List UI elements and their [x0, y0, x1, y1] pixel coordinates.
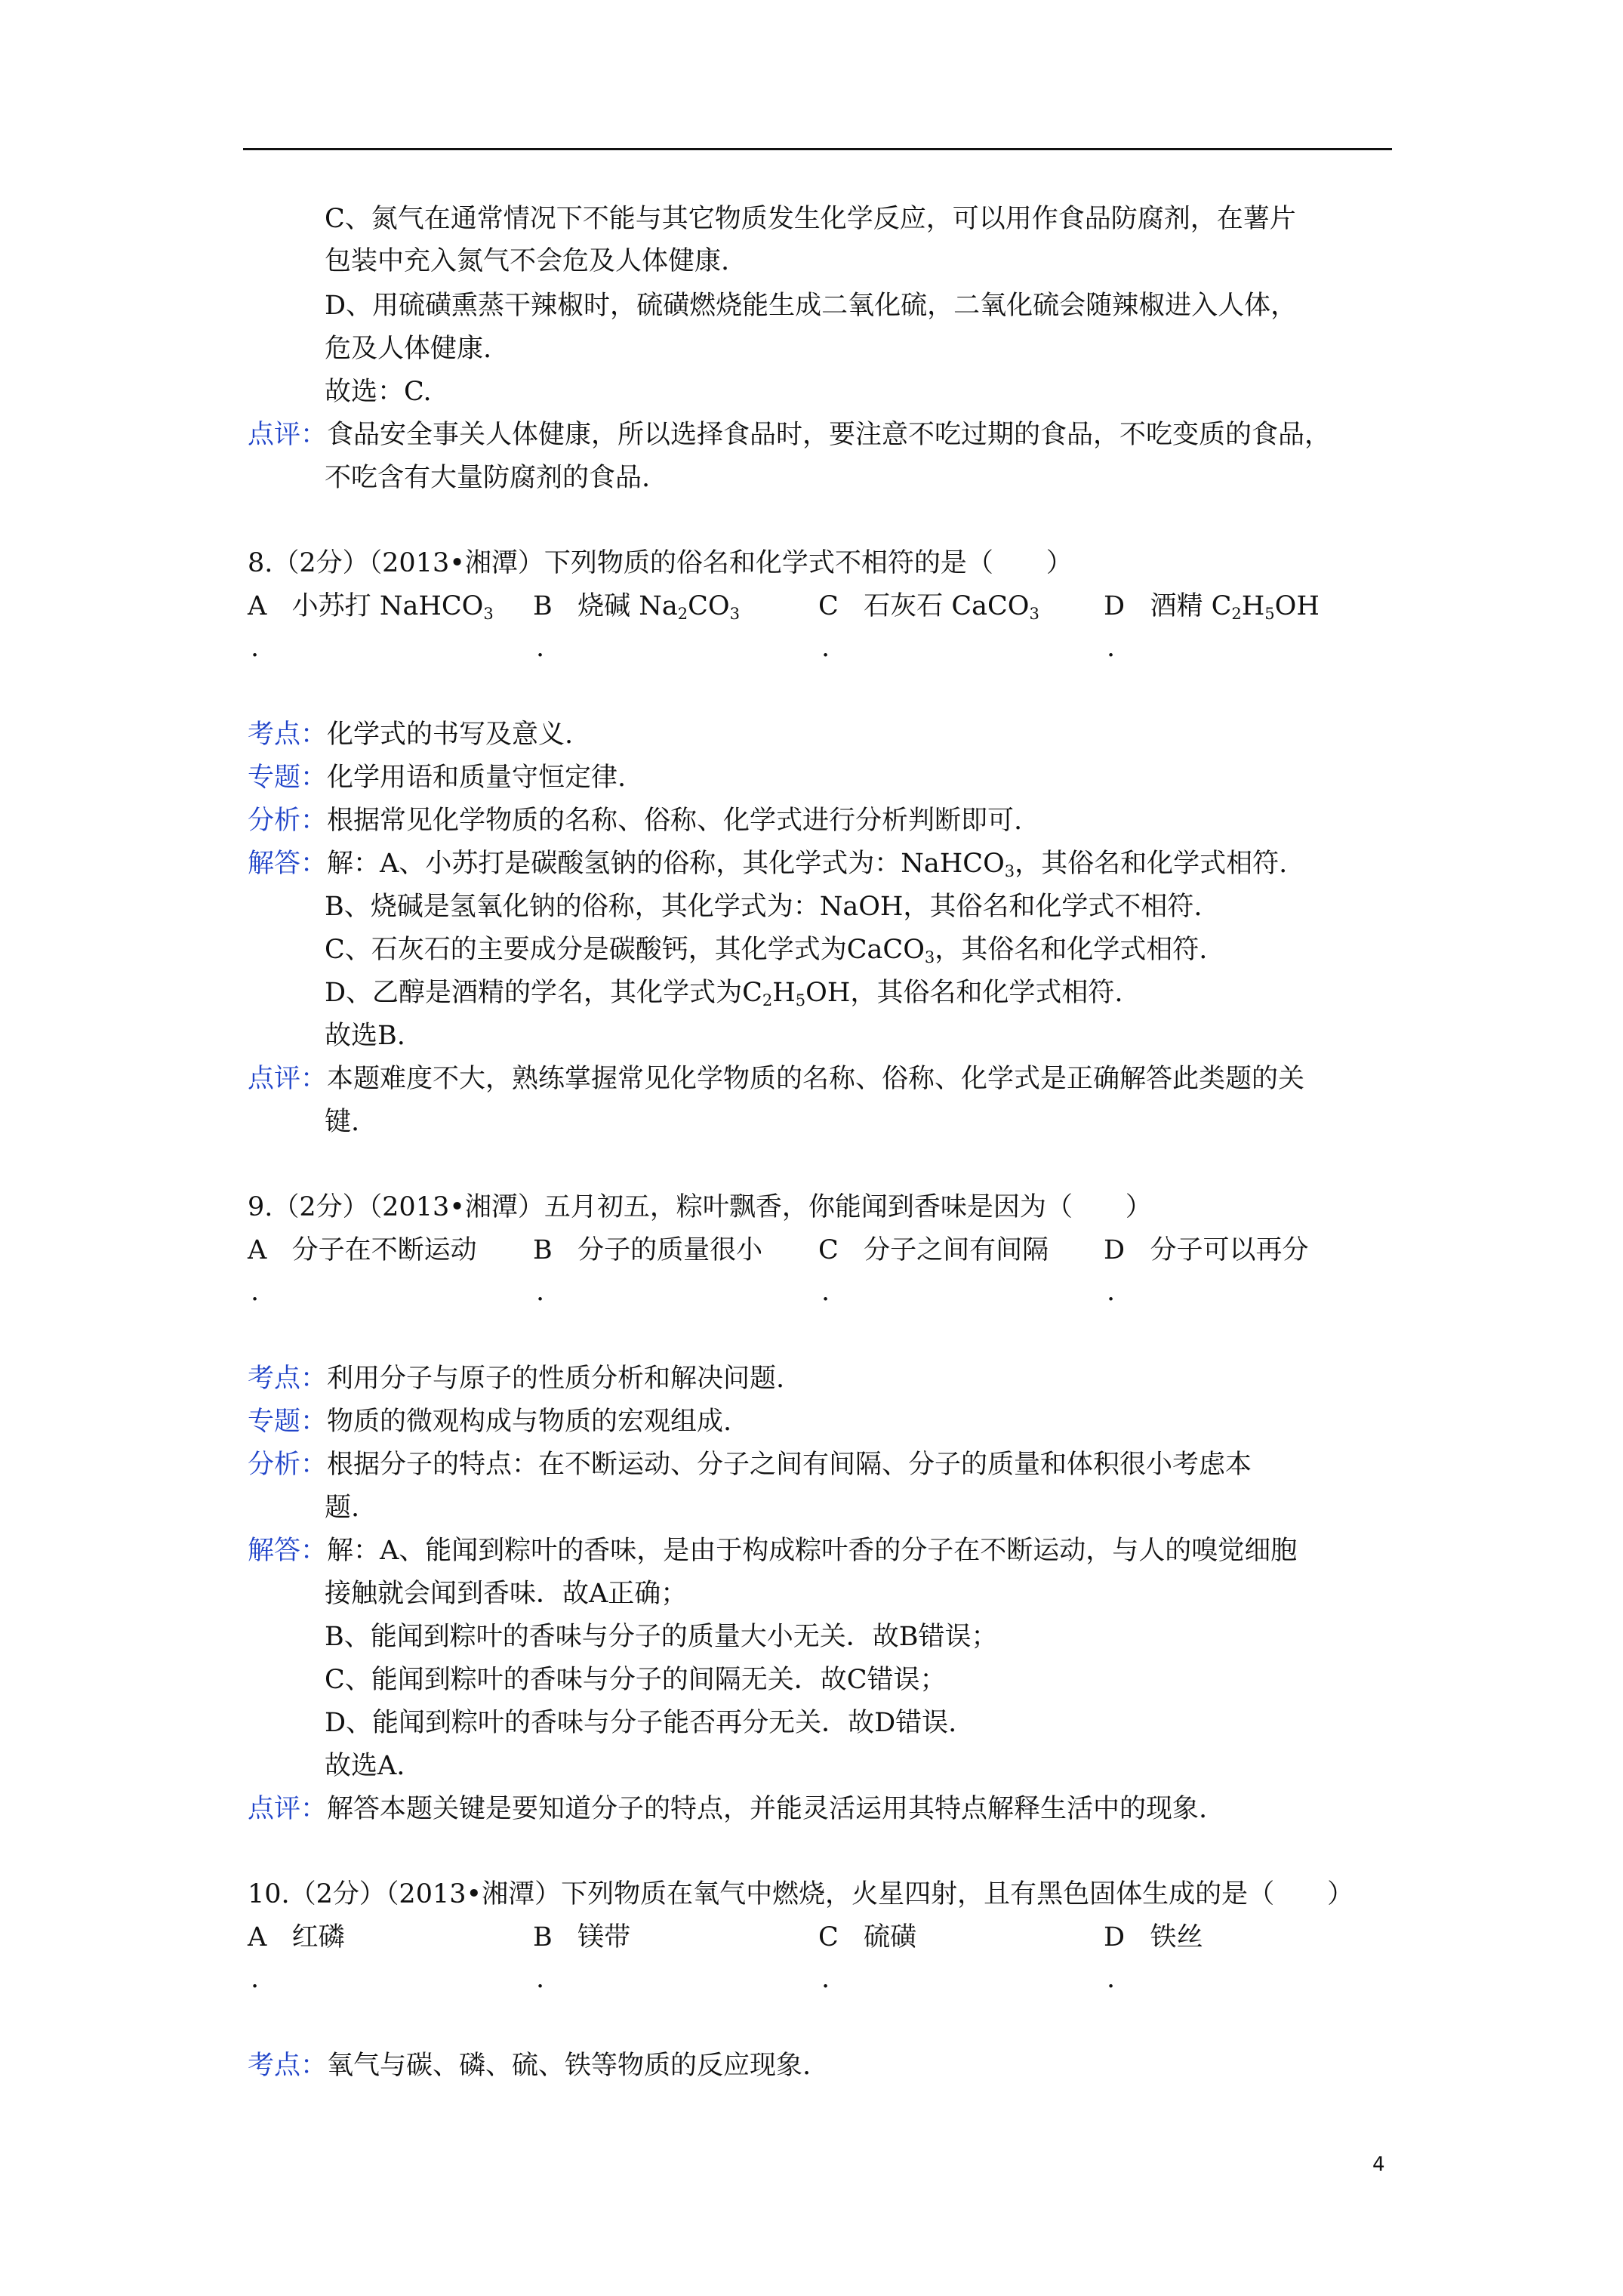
q8-option-d: D 酒精 $C_2H_5OH$	[1104, 591, 1320, 623]
q10-kaodian: 考点：氧气与碳、磷、硫、铁等物质的反应现象.	[248, 2051, 812, 2081]
header-rule	[243, 148, 1392, 150]
q9-jieda: 解答：解：A、能闻到粽叶的香味，是由于构成粽叶香的分子在不断运动，与人的嗅觉细胞	[248, 1536, 1298, 1566]
q10-option-c: C 硫磺	[818, 1922, 917, 1952]
q8-jieda-d: D、乙醇是酒精的学名，其化学式为$C_2H_5OH$，其俗名和化学式相符.	[325, 978, 1123, 1009]
q9-jieda-line4: C、能闻到粽叶的香味与分子的间隔无关．故C错误；	[325, 1665, 947, 1695]
review-label: 点评：	[248, 420, 328, 450]
q8-dot-a: .	[251, 633, 260, 663]
q8-dot-d: .	[1107, 633, 1116, 663]
q8-kaodian: 考点：化学式的书写及意义.	[248, 720, 574, 750]
q8-zhuanti: 专题：化学用语和质量守恒定律.	[248, 763, 627, 793]
q10-option-b: B 镁带	[533, 1922, 631, 1952]
prev-review-line2: 不吃含有大量防腐剂的食品.	[325, 463, 651, 493]
q9-option-a: A 分子在不断运动	[248, 1235, 477, 1265]
q9-kaodian: 考点：利用分子与原子的性质分析和解决问题.	[248, 1364, 785, 1394]
q9-dot-d: .	[1107, 1277, 1116, 1307]
q9-fenxi: 分析：根据分子的特点：在不断运动、分子之间有间隔、分子的质量和体积很小考虑本	[248, 1450, 1252, 1480]
q9-option-d: D 分子可以再分	[1104, 1235, 1309, 1265]
q9-zhuanti: 专题：物质的微观构成与物质的宏观组成.	[248, 1407, 732, 1437]
q8-choice: 故选B.	[325, 1021, 405, 1051]
question-10-title: 10.（2分）（2013•湘潭）下列物质在氧气中燃烧，火星四射，且有黑色固体生成的是（ ）	[248, 1879, 1354, 1909]
prev-review	[248, 418, 1331, 451]
q8-dot-b: .	[536, 633, 545, 663]
q9-option-b: B 分子的质量很小	[533, 1235, 763, 1265]
q9-option-c: C 分子之间有间隔	[818, 1235, 1049, 1265]
q9-jieda-line2: 接触就会闻到香味．故A正确；	[325, 1579, 688, 1609]
prev-option-c-line1: C、氮气在通常情况下不能与其它物质发生化学反应，可以用作食品防腐剂，在薯片	[325, 204, 1296, 234]
prev-option-c-line2: 包装中充入氮气不会危及人体健康.	[325, 246, 730, 276]
q8-option-b: B 烧碱 $Na_2CO_3$	[533, 591, 741, 623]
q9-dot-c: .	[821, 1277, 830, 1307]
prev-choice: 故选：C.	[325, 377, 432, 407]
q9-dot-a: .	[251, 1277, 260, 1307]
q10-dot-d: .	[1107, 1964, 1116, 1994]
review-text: 食品安全事关人体健康，所以选择食品时，要注意不吃过期的食品，不吃变质的食品，	[327, 420, 1332, 450]
q8-option-a: A 小苏打 NaHCO$_3$	[248, 591, 494, 623]
q9-dot-b: .	[536, 1277, 545, 1307]
q8-jieda-b: B、烧碱是氢氧化钠的俗称，其化学式为：NaOH，其俗名和化学式不相符.	[325, 892, 1203, 922]
q10-dot-a: .	[251, 1964, 260, 1994]
q8-jieda: 解答：解：A、小苏打是碳酸氢钠的俗称，其化学式为：NaHCO$_3$，其俗名和化学式相符.	[248, 849, 1288, 880]
q9-jieda-line3: B、能闻到粽叶的香味与分子的质量大小无关．故B错误；	[325, 1622, 998, 1652]
question-9-title: 9.（2分）（2013•湘潭）五月初五，粽叶飘香，你能闻到香味是因为（ ）	[248, 1192, 1152, 1222]
q9-dianping: 点评：解答本题关键是要知道分子的特点，并能灵活运用其特点解释生活中的现象.	[248, 1794, 1208, 1824]
q9-choice: 故选A.	[325, 1751, 405, 1781]
prev-option-d-line1: D、用硫磺熏蒸干辣椒时，硫磺燃烧能生成二氧化硫，二氧化硫会随辣椒进入人体，	[325, 291, 1298, 321]
q10-option-d: D 铁丝	[1104, 1922, 1203, 1952]
q9-jieda-line5: D、能闻到粽叶的香味与分子能否再分无关．故D错误.	[325, 1708, 957, 1738]
q8-dianping: 点评：本题难度不大，熟练掌握常见化学物质的名称、俗称、化学式是正确解答此类题的关	[248, 1064, 1305, 1094]
q10-dot-c: .	[821, 1964, 830, 1994]
prev-option-d-line2: 危及人体健康.	[325, 334, 492, 364]
q10-dot-b: .	[536, 1964, 545, 1994]
q8-jieda-c: C、石灰石的主要成分是碳酸钙，其化学式为CaCO$_3$，其俗名和化学式相符.	[325, 935, 1208, 966]
q8-dot-c: .	[821, 633, 830, 663]
question-8-title: 8.（2分）（2013•湘潭）下列物质的俗名和化学式不相符的是（ ）	[248, 548, 1073, 578]
q10-option-a: A 红磷	[248, 1922, 345, 1952]
q9-fenxi-line2: 题.	[325, 1493, 360, 1523]
q8-option-c: C 石灰石 CaCO$_3$	[818, 591, 1039, 623]
q8-dianping-line2: 键.	[325, 1107, 360, 1137]
page-number: 4	[1372, 2153, 1385, 2176]
q8-fenxi: 分析：根据常见化学物质的名称、俗称、化学式进行分析判断即可.	[248, 806, 1023, 836]
